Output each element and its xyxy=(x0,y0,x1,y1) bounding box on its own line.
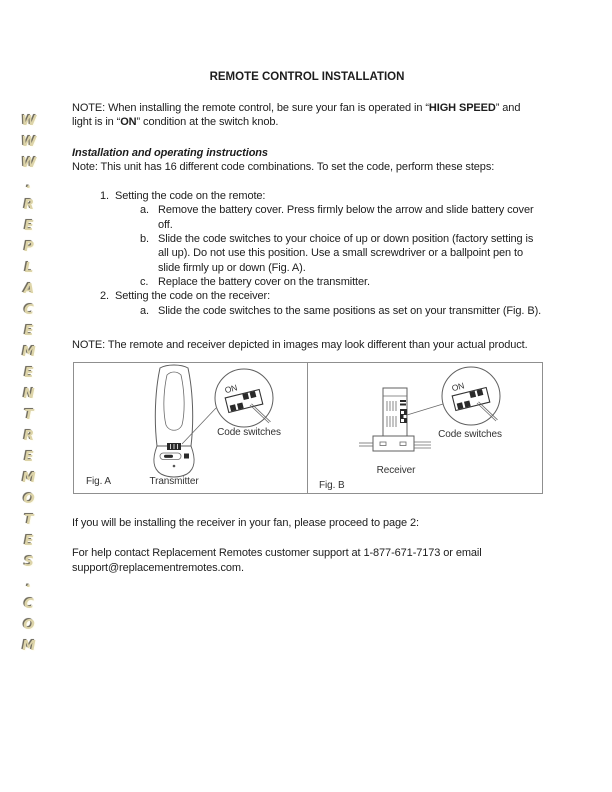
step-text: Setting the code on the receiver: xyxy=(115,290,271,303)
transmitter-label: Transmitter xyxy=(149,476,199,488)
substep-letter: a. xyxy=(140,204,149,217)
watermark-char: E xyxy=(24,365,34,381)
step-text: Setting the code on the remote: xyxy=(115,190,266,203)
document-content xyxy=(72,70,542,575)
watermark-char: L xyxy=(24,260,34,276)
note-text: ” condition at the switch knob. xyxy=(136,116,279,129)
code-switches-label: Code switches xyxy=(438,429,502,441)
watermark-char: T xyxy=(24,407,34,423)
watermark-char: S xyxy=(24,554,34,570)
watermark-char: N xyxy=(23,386,35,402)
watermark-char: O xyxy=(23,617,35,633)
figure-box xyxy=(73,362,543,494)
watermark xyxy=(14,111,44,657)
page-title: REMOTE CONTROL INSTALLATION xyxy=(209,71,405,83)
watermark-char: E xyxy=(24,323,34,339)
footer-proceed-note: If you will be installing the receiver in your fan, please proceed to page 2: xyxy=(72,517,419,530)
watermark-char: . xyxy=(26,176,32,192)
note-paragraph xyxy=(72,101,542,130)
watermark-char: E xyxy=(24,449,34,465)
watermark-char: E xyxy=(24,533,34,549)
dip-switch-icon xyxy=(222,378,263,413)
watermark-char: . xyxy=(26,575,32,591)
watermark-char: W xyxy=(21,134,37,150)
watermark-char: E xyxy=(24,218,34,234)
note-text: ” and light is in “ xyxy=(72,102,521,129)
watermark-char: C xyxy=(24,596,34,612)
on-label: ON xyxy=(223,382,239,396)
figure-b-panel xyxy=(308,363,542,493)
note-bold-high-speed: HIGH SPEED xyxy=(428,102,496,114)
note-bold-on: ON xyxy=(120,116,137,129)
substep-letter: b. xyxy=(140,233,149,246)
substep-letter: c. xyxy=(140,275,149,288)
substep-text: Slide the code switches to your choice of up or down position (factory setting is all up). Do not use this position. Use a small screwdriver or a ballpoint pen to slide firmly up or down (Fig. A). xyxy=(158,233,534,274)
watermark-char: P xyxy=(24,239,34,255)
code-switches-label: Code switches xyxy=(217,427,281,439)
substep-text: Replace the battery cover on the transmitter. xyxy=(158,275,370,288)
substep-text: Remove the battery cover. Press firmly below the arrow and slide battery cover off. xyxy=(158,204,534,231)
fig-a-label: Fig. A xyxy=(86,476,111,488)
step-number: 2. xyxy=(100,290,109,303)
substep-letter: a. xyxy=(140,304,149,317)
watermark-char: W xyxy=(21,113,37,129)
watermark-char: W xyxy=(21,155,37,171)
note-text: NOTE: When installing the remote control, be sure your fan is operated in “ xyxy=(72,102,429,114)
receiver-label: Receiver xyxy=(376,465,416,477)
footer-support-note: For help contact Replacement Remotes customer support at 1-877-671-7173 or email support@replacementremotes.com. xyxy=(72,547,482,574)
step-2 xyxy=(72,289,542,303)
watermark-char: O xyxy=(23,491,35,507)
watermark-char: R xyxy=(23,197,35,213)
watermark-char: A xyxy=(23,281,35,297)
watermark-char: M xyxy=(22,344,36,360)
step-number: 1. xyxy=(100,190,109,203)
step-2a xyxy=(72,304,542,318)
image-disclaimer-note: NOTE: The remote and receiver depicted in images may look different than your actual product. xyxy=(72,338,528,351)
transmitter-illustration xyxy=(74,363,307,493)
step-1 xyxy=(72,189,542,203)
step-1b xyxy=(72,232,542,275)
watermark-char: M xyxy=(22,638,36,654)
substep-text: Slide the code switches to the same positions as set on your transmitter (Fig. B). xyxy=(158,304,542,317)
watermark-char: R xyxy=(23,428,35,444)
on-label: ON xyxy=(450,380,466,394)
watermark-char: M xyxy=(22,470,36,486)
step-1a xyxy=(72,203,542,232)
dip-switch-icon xyxy=(449,376,490,411)
watermark-char: C xyxy=(24,302,34,318)
fig-b-label: Fig. B xyxy=(319,480,345,492)
section-heading: Installation and operating instructions xyxy=(72,146,268,159)
receiver-illustration xyxy=(308,363,543,493)
instruction-steps xyxy=(72,189,542,318)
section-note: Note: This unit has 16 different code combinations. To set the code, perform these steps: xyxy=(72,160,495,173)
step-1c xyxy=(72,275,542,289)
watermark-char: T xyxy=(24,512,34,528)
figure-a-panel xyxy=(74,363,308,493)
